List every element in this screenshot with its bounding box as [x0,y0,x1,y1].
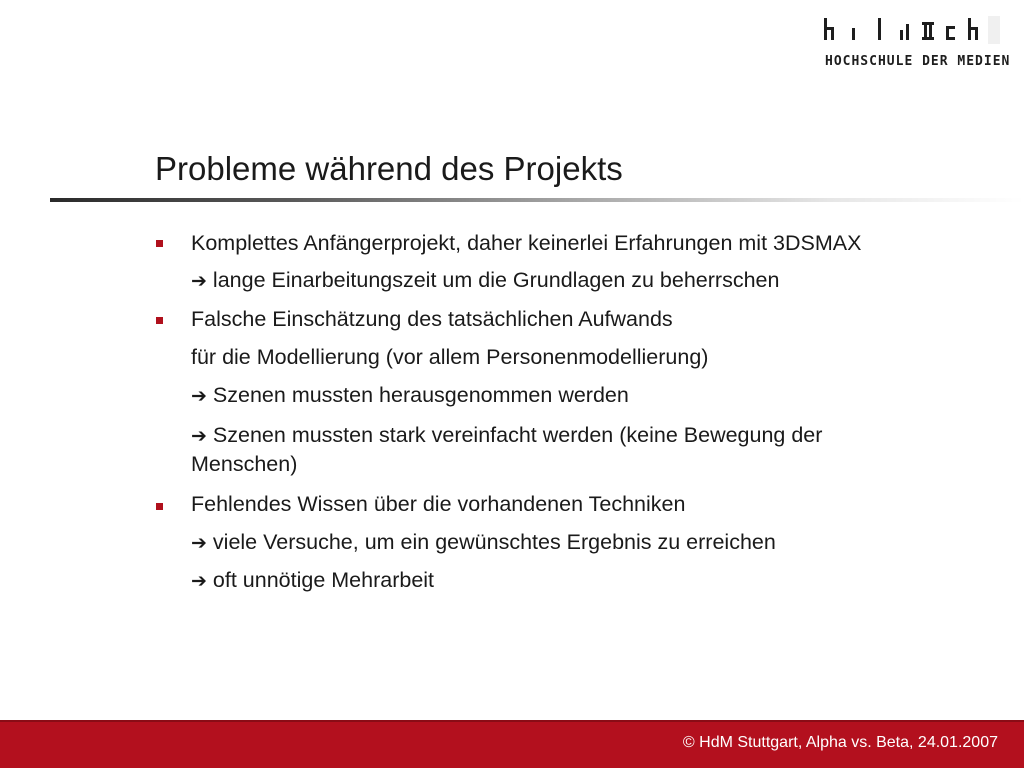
bullet-square-icon [156,503,163,510]
continuation-line: für die Modellierung (vor allem Personenmodellierung) [191,345,709,369]
arrow-right-icon: ➔ [191,385,207,407]
hdm-logo-text: HOCHSCHULE DER MEDIEN [825,54,1011,69]
arrow-item-text: Szenen mussten stark vereinfacht werden (keine Bewegung der [212,423,823,447]
arrow-right-icon: ➔ [191,532,207,554]
arrow-item [191,383,629,409]
bullet-item: Komplettes Anfängerprojekt, daher keinerlei Erfahrungen mit 3DSMAX [191,231,862,255]
arrow-item-text: viele Versuche, um ein gewünschtes Ergebnis zu erreichen [212,530,776,554]
hdm-logo [822,16,1011,72]
arrow-right-icon: ➔ [191,570,207,592]
arrow-item-text: Szenen mussten herausgenommen werden [212,383,629,407]
slide-title: Probleme während des Projekts [155,150,623,187]
title-underline [50,198,1024,202]
arrow-item-text: oft unnötige Mehrarbeit [212,568,435,592]
arrow-right-icon: ➔ [191,425,207,447]
arrow-right-icon: ➔ [191,270,207,292]
footer-copyright: © HdM Stuttgart, Alpha vs. Beta, 24.01.2007 [682,734,998,751]
bullet-item: Falsche Einschätzung des tatsächlichen Aufwands [191,307,673,331]
continuation-line: Menschen) [191,452,298,476]
arrow-item [191,568,434,594]
arrow-item [191,423,822,449]
bullet-square-icon [156,240,163,247]
arrow-item [191,268,779,294]
bullet-square-icon [156,317,163,324]
bullet-item: Fehlendes Wissen über die vorhandenen Techniken [191,492,686,516]
arrow-item-text: lange Einarbeitungszeit um die Grundlagen zu beherrschen [212,268,780,292]
hdm-logo-mark-icon [822,16,1000,44]
arrow-item [191,530,776,556]
